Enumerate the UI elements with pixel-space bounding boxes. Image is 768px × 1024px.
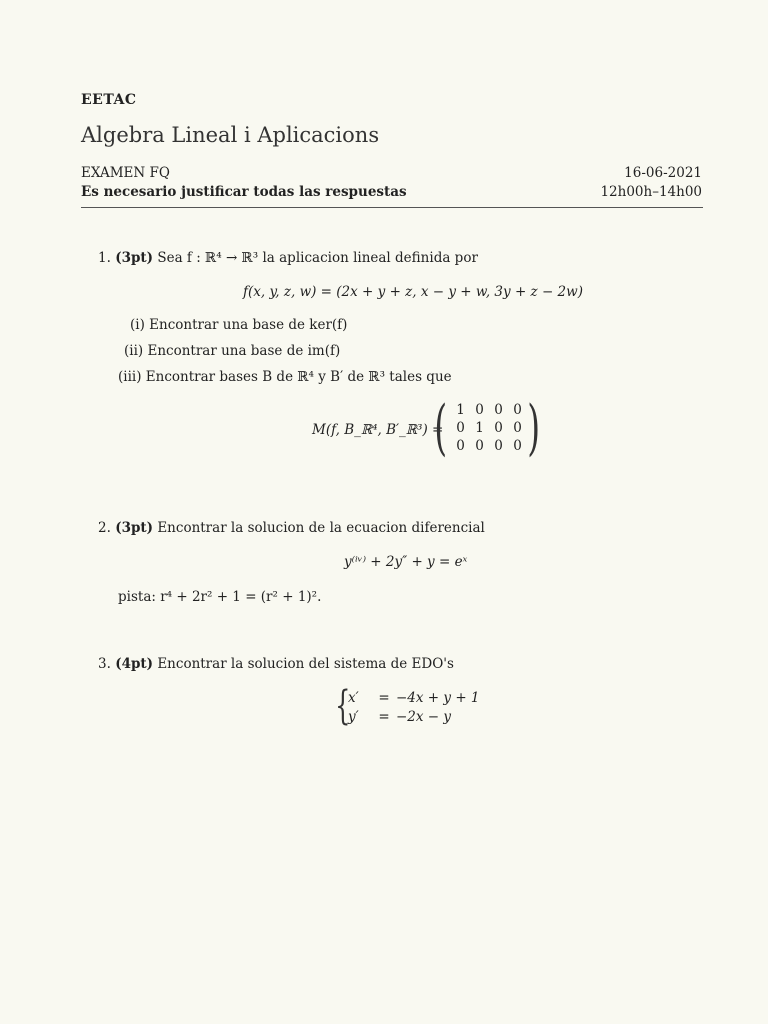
question-statement: Encontrar la solucion del sistema de EDO's — [157, 656, 454, 672]
question-statement: Sea f : ℝ⁴ → ℝ³ la aplicacion lineal definida por — [157, 250, 478, 266]
right-paren: ) — [526, 393, 540, 463]
matrix-row: 0 1 0 0 — [456, 420, 522, 436]
exam-date: 16-06-2021 — [624, 165, 702, 181]
question-statement: Encontrar la solucion de la ecuacion diferencial — [157, 520, 485, 536]
question-number: 2. — [98, 520, 111, 536]
question-number: 3. — [98, 656, 111, 672]
question-points: (3pt) — [115, 250, 154, 266]
question-2-hint: pista: r⁴ + 2r² + 1 = (r² + 1)². — [118, 589, 322, 605]
left-brace: { — [335, 683, 351, 729]
exam-type: EXAMEN FQ — [81, 165, 170, 181]
system-row: y′ = −2x − y — [348, 709, 452, 725]
question-1-part-iii: (iii) Encontrar bases B de ℝ⁴ y B′ de ℝ³ tales que — [118, 369, 452, 385]
question-1-part-ii: (ii) Encontrar una base de im(f) — [124, 343, 341, 359]
question-points: (4pt) — [115, 656, 154, 672]
exam-time: 12h00h–14h00 — [600, 184, 702, 200]
matrix-row: 1 0 0 0 — [456, 402, 522, 418]
matrix-row: 0 0 0 0 — [456, 438, 522, 454]
question-2 — [98, 520, 485, 536]
matrix — [434, 393, 540, 463]
question-points: (3pt) — [115, 520, 154, 536]
ode-system — [330, 683, 510, 729]
question-1 — [98, 250, 478, 266]
course-title: Algebra Lineal i Aplicacions — [81, 123, 380, 147]
question-3 — [98, 656, 454, 672]
instructions-note: Es necesario justificar todas las respuestas — [81, 184, 407, 200]
institution: EETAC — [81, 92, 137, 108]
question-number: 1. — [98, 250, 111, 266]
left-paren: ( — [434, 393, 448, 463]
system-row: x′ = −4x + y + 1 — [348, 690, 480, 706]
matrix-lhs: M(f, B_ℝ⁴, B′_ℝ³) = — [312, 422, 444, 438]
question-2-equation: y⁽ⁱᵛ⁾ + 2y″ + y = eˣ — [344, 554, 468, 570]
header-divider — [81, 207, 703, 208]
question-1-equation: f(x, y, z, w) = (2x + y + z, x − y + w, 3y + z − 2w) — [243, 284, 583, 300]
question-1-part-i: (i) Encontrar una base de ker(f) — [130, 317, 348, 333]
